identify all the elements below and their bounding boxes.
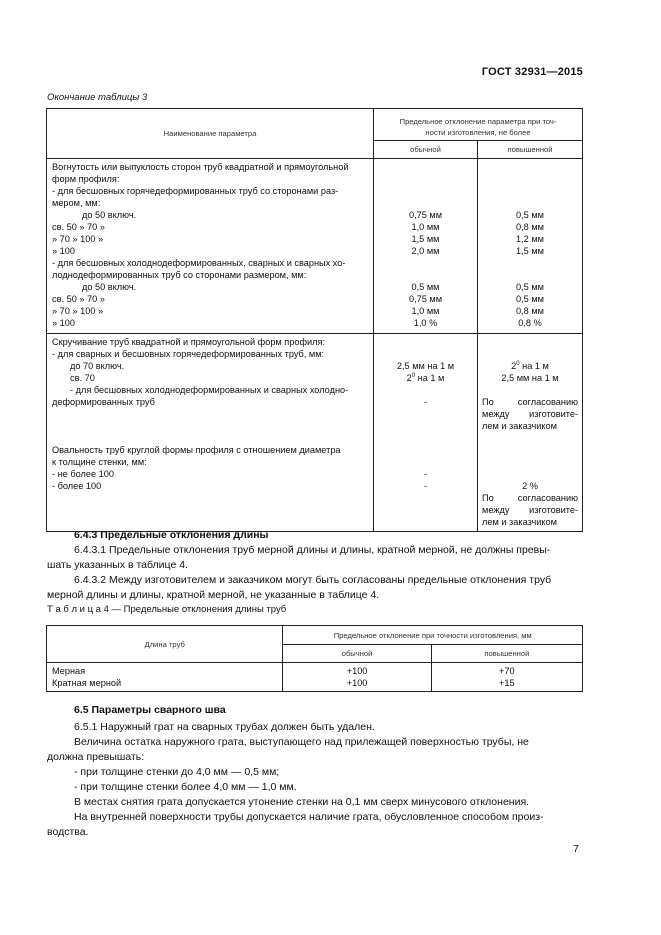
t4-normal-values: +100 +100 [283, 663, 431, 692]
col-header-high: повышенной [478, 141, 583, 159]
col-header-deviation: Предельное отклонение параметра при точ- ности изготовления, не более [374, 109, 583, 141]
t4-labels: Мерная Кратная мерной [47, 663, 283, 692]
block2-param: Скручивание труб квадратной и прямоугольной форм профиля: - для сварных и бесшовных горячедеформированных труб, мм: до 70 включ. св. 70 - для бесшовных холоднодеформированных и сварных холодно- деформированных труб Овальность труб круглой формы профиля с отношением диаметра к толщине стенки, мм: - не более 100 - более 100 [47, 334, 374, 532]
t4-col-header-length: Длина труб [47, 626, 283, 663]
t4-high-values: +70 +15 [431, 663, 582, 692]
section-643-text: 6.4.3.1 Предельные отклонения труб мерной длины и длины, кратной мерной, не должны превы- шать указанных в таблице 4. 6.4.3.2 Между изготовителем и заказчиком могут быть согласованы предельные отклонения труб мерной длины и длины, кратной мерной, не указанные в таблице 4. [47, 544, 552, 601]
page-number: 7 [573, 843, 579, 855]
block1-param: Вогнутость или выпуклость сторон труб квадратной и прямоугольной форм профиля: - для бесшовных горячедеформированных труб со сторонами раз- мером, мм: до 50 включ. св. 50 » 70 » » 70 » 100 » » 100 - для бесшовных холоднодеформированных, сварных и сварных хо- лоднодеформированных труб со сторонами размером, мм: до 50 включ. св. 50 » 70 » » 70 » 100 » » 100 [47, 159, 374, 334]
table-4 [46, 625, 583, 692]
block1-normal: 0,75 мм 1,0 мм 1,5 мм 2,0 мм 0,5 мм 0,75 мм 1,0 мм 1,0 % [374, 159, 478, 334]
table4-caption: Т а б л и ц а 4 — Предельные отклонения длины труб [47, 604, 287, 615]
block1-high: 0,5 мм 0,8 мм 1,2 мм 1,5 мм 0,5 мм 0,5 мм 0,8 мм 0,8 % [478, 159, 583, 334]
section-643-title: 6.4.3 Предельные отклонения длины [74, 529, 269, 541]
section-65-title: 6.5 Параметры сварного шва [74, 704, 226, 716]
col-header-parameter: Наименование параметра [47, 109, 374, 159]
section-65-text: 6.5.1 Наружный грат на сварных трубах должен быть удален. Величина остатка наружного грата, выступающего над прилежащей поверхностью трубы, не должна превышать: - при толщине стенки до 4,0 мм — 0,5 мм; - при толщине стенки более 4,0 мм — 1,0 мм. В местах снятия грата допускается утонение стенки на 0,1 мм сверх минусового отклонения. На внутренней поверхности трубы допускается наличие грата, обусловленное способом произ- водства. [47, 721, 544, 838]
t4-col-header-high: повышенной [431, 645, 582, 663]
document-code: ГОСТ 32931—2015 [481, 66, 583, 78]
block2-normal: 2,5 мм на 1 м $2^0$ на 1 м - - - [374, 334, 478, 532]
table-3 [46, 108, 583, 532]
col-header-normal: обычной [374, 141, 478, 159]
block2-high: $2^0$ на 1 м 2,5 мм на 1 м По согласованию между изготовите- лем и заказчиком 2 % По согласованию между изготовите- лем и заказчиком [478, 334, 583, 532]
t4-col-header-deviation: Предельное отклонение при точности изготовления, мм [283, 626, 583, 645]
table3-caption: Окончание таблицы 3 [47, 92, 148, 103]
t4-col-header-normal: обычной [283, 645, 431, 663]
